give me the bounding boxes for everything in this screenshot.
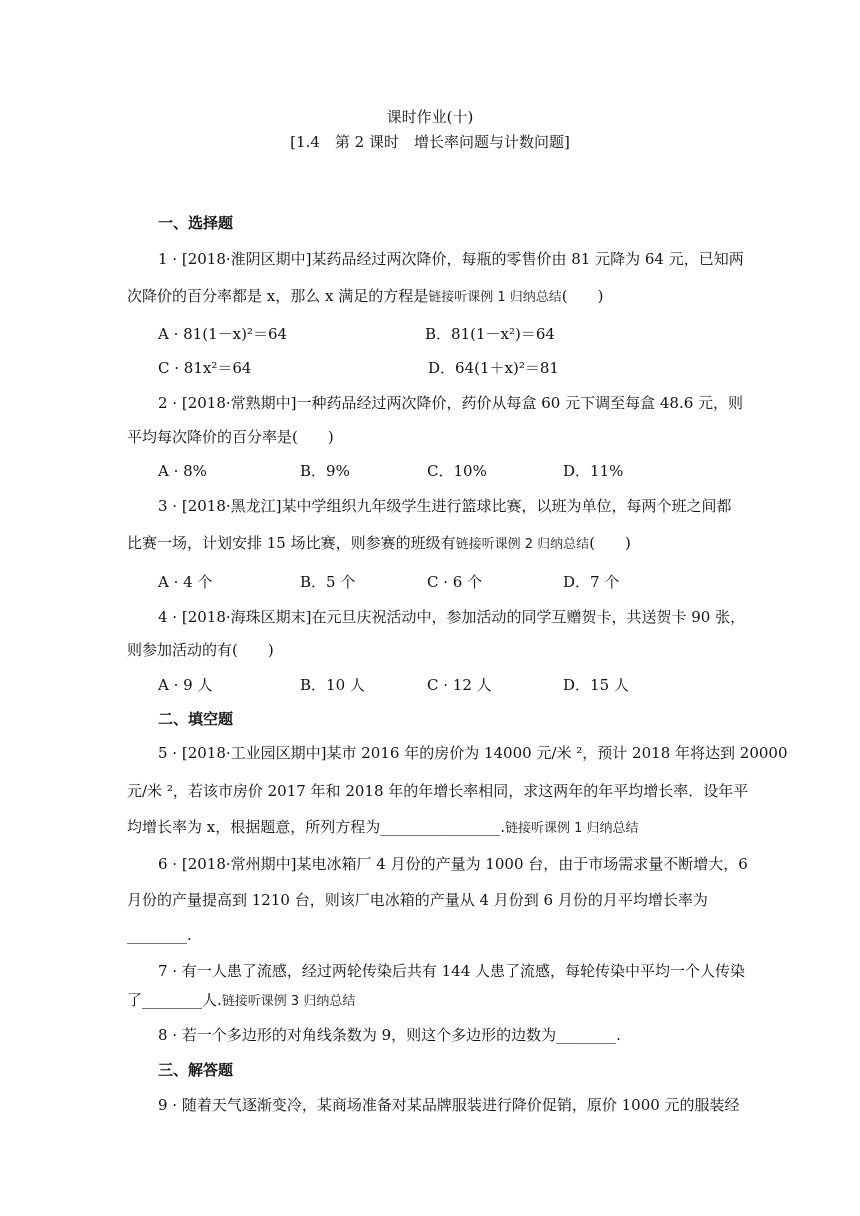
question-6-line2: 月份的产量提高到 1210 台，则该厂电冰箱的产量从 4 月份到 6 月份的月平均增长率为 (127, 891, 708, 909)
question-1-text: 次降价的百分率都是 x，那么 x 满足的方程是 (127, 287, 429, 305)
question-2-line2: 平均每次降价的百分率是( ) (127, 428, 334, 446)
question-2-option-b: B．9% (300, 462, 350, 480)
question-6-blank: ________. (127, 926, 192, 944)
question-2-line1: 2 · [2018·常熟期中]一种药品经过两次降价，药价从每盒 60 元下调至每盒 48.6 元，则 (158, 394, 744, 412)
question-1-option-b: B．81(1－x²)＝64 (425, 325, 555, 343)
question-2-option-a: A · 8% (158, 462, 207, 480)
question-4-line1: 4 · [2018·海珠区期末]在元旦庆祝活动中，参加活动的同学互赠贺卡，共送贺卡 90 张， (158, 608, 746, 626)
page-title: 课时作业(十) (386, 108, 474, 126)
question-1-line2 (127, 286, 604, 308)
question-7-line1: 7 · 有一人患了流感，经过两轮传染后共有 144 人患了流感，每轮传染中平均一个人传染 (158, 962, 746, 980)
question-3-option-a: A · 4 个 (158, 573, 213, 591)
section-heading-choice: 一、选择题 (158, 214, 234, 232)
question-3-option-b: B．5 个 (300, 573, 356, 591)
question-3-link[interactable]: 链接听课例 2 归纳总结 (455, 537, 590, 552)
question-1-link[interactable]: 链接听课例 1 归纳总结 (428, 290, 562, 305)
question-6-line1: 6 · [2018·常州期中]某电冰箱厂 4 月份的产量为 1000 台，由于市场需求量不断增大，6 (158, 855, 748, 873)
question-3-option-d: D．7 个 (563, 573, 620, 591)
question-3-line2 (127, 533, 631, 555)
section-heading-answer: 三、解答题 (158, 1061, 234, 1079)
question-8-line1: 8 · 若一个多边形的对角线条数为 9，则这个多边形的边数为________. (158, 1026, 621, 1044)
question-5-line3 (127, 817, 639, 839)
question-1-option-d: D．64(1＋x)²＝81 (428, 359, 559, 377)
question-1-line1: 1 · [2018·淮阴区期中]某药品经过两次降价，每瓶的零售价由 81 元降为 64 元，已知两 (158, 250, 744, 268)
question-1-option-c: C · 81x²＝64 (158, 359, 252, 377)
question-5-line1: 5 · [2018·工业园区期中]某市 2016 年的房价为 14000 元/米 ²，预计 2018 年将达到 20000 (158, 744, 788, 762)
question-4-option-d: D．15 人 (563, 676, 629, 694)
section-heading-fill: 二、填空题 (158, 710, 234, 728)
question-7-line2 (127, 990, 355, 1012)
question-3-text: 比赛一场，计划安排 15 场比赛，则参赛的班级有 (127, 534, 456, 552)
question-7-link[interactable]: 链接听课例 3 归纳总结 (221, 994, 356, 1009)
question-5-line2: 元/米 ²，若该市房价 2017 年和 2018 年的年增长率相同，求这两年的年平均增长率．设年平 (127, 782, 749, 800)
question-2-option-c: C．10% (427, 462, 487, 480)
question-4-line2: 则参加活动的有( ) (127, 641, 274, 659)
question-4-option-a: A · 9 人 (158, 676, 213, 694)
question-5-link[interactable]: 链接听课例 1 归纳总结 (505, 821, 639, 836)
page-subtitle: [1.4 第 2 课时 增长率问题与计数问题] (290, 133, 570, 151)
question-3-paren: ( ) (589, 534, 631, 552)
question-1-paren: ( ) (561, 287, 604, 305)
question-3-line1: 3 · [2018·黑龙江]某中学组织九年级学生进行篮球比赛，以班为单位，每两个班之间都 (158, 497, 732, 515)
question-1-option-a: A · 81(1－x)²＝64 (158, 325, 288, 343)
question-9-line1: 9 · 随着天气逐渐变冷，某商场准备对某品牌服装进行降价促销，原价 1000 元的服装经 (158, 1096, 740, 1114)
question-4-option-c: C · 12 人 (427, 676, 492, 694)
question-4-option-b: B．10 人 (300, 676, 365, 694)
question-7-text: 了________人. (127, 991, 222, 1009)
question-2-option-d: D．11% (563, 462, 624, 480)
question-5-text: 均增长率为 x，根据题意，所列方程为________________. (127, 818, 505, 836)
question-3-option-c: C · 6 个 (427, 573, 483, 591)
